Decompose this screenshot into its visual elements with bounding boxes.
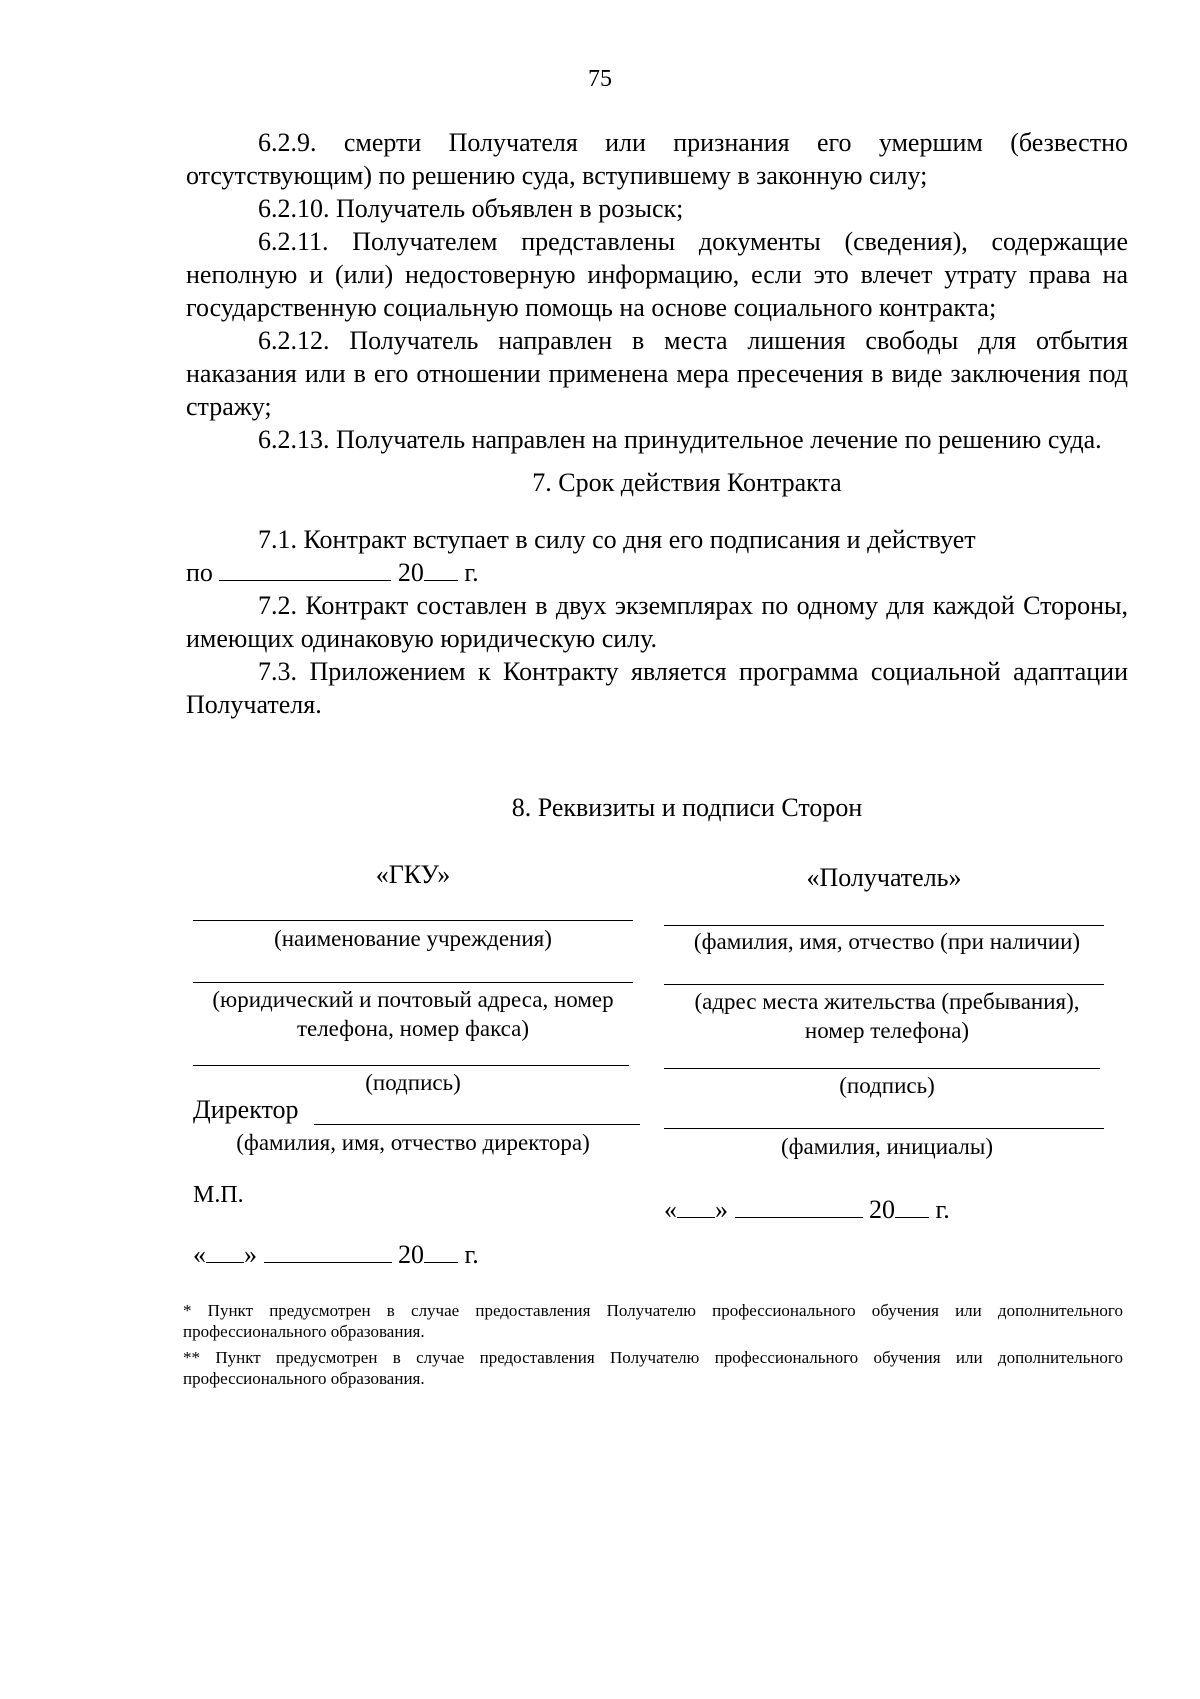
paragraph-7-1-date (186, 556, 1128, 589)
date-gku-20: 20 (398, 1240, 424, 1269)
date-recipient-g: г. (935, 1195, 950, 1224)
paragraph-6-2-10: 6.2.10. Получатель объявлен в розыск; (258, 194, 684, 223)
paragraph-7-1-year: 20 (397, 558, 424, 587)
line-recipient-name (664, 925, 1104, 926)
page-number: 75 (588, 66, 612, 92)
party-gku: «ГКУ» (375, 860, 451, 889)
line-gku-signature (193, 1065, 629, 1066)
paragraph-7-3: 7.3. Приложением к Контракту является программа социальной адаптации Получателя. (186, 657, 1128, 719)
line-director (314, 1124, 640, 1125)
caption-recipient-address: (адрес места жительства (пребывания), номер телефона) (694, 989, 1080, 1043)
line-recipient-initials (664, 1128, 1104, 1129)
date-gku-open: « (193, 1240, 206, 1269)
date-gku-g: г. (464, 1240, 479, 1269)
date-gku (193, 1240, 479, 1270)
date-recipient-close: » (715, 1195, 728, 1224)
paragraph-7-2: 7.2. Контракт составлен в двух экземплярах по одному для каждой Стороны, имеющих одинаковую юридическую силу. (186, 591, 1128, 653)
paragraph-7-1-g: г. (464, 558, 479, 587)
paragraph-6-2-11: 6.2.11. Получателем представлены документы (сведения), содержащие неполную и (или) недостоверную информацию, если это влечет утрату права на государственную социальную помощь на основе социального контракта; (186, 227, 1128, 322)
date-recipient-month-line (735, 1195, 863, 1218)
contract-body (186, 126, 1128, 721)
footnotes (183, 1300, 1123, 1394)
date-gku-close: » (244, 1240, 257, 1269)
date-recipient-20: 20 (869, 1195, 895, 1224)
paragraph-6-2-13: 6.2.13. Получатель направлен на принудительное лечение по решению суда. (258, 425, 1102, 454)
section-8-title: 8. Реквизиты и подписи Сторон (511, 793, 863, 822)
caption-gku-signature: (подпись) (365, 1070, 461, 1095)
date-recipient-year-line (895, 1195, 929, 1218)
line-gku-name (193, 920, 633, 921)
paragraph-7-1-po: по (186, 558, 213, 587)
line-gku-address (193, 982, 633, 983)
paragraph-6-2-12: 6.2.12. Получатель направлен в места лишения свободы для отбытия наказания или в его отношении применена мера пресечения в виде заключения под стражу; (186, 326, 1128, 421)
paragraph-7-1-text: 7.1. Контракт вступает в силу со дня его подписания и действует (258, 525, 976, 554)
caption-recipient-signature: (подпись) (839, 1073, 935, 1098)
date-blank-line (219, 558, 391, 581)
section-7-title: 7. Срок действия Контракта (532, 468, 842, 497)
stamp-mp: М.П. (193, 1182, 244, 1208)
caption-gku-name: (наименование учреждения) (274, 926, 552, 951)
paragraph-6-2-9: 6.2.9. смерти Получателя или признания его умершим (безвестно отсутствующим) по решению суда, вступившему в законную силу; (186, 128, 1128, 190)
party-recipient: «Получатель» (806, 863, 962, 892)
date-gku-day-line (206, 1240, 244, 1263)
paragraph-7-1 (186, 523, 1128, 556)
footnote-1: * Пункт предусмотрен в случае предоставления Получателю профессионального обучения или дополнительного профессионального образования. (183, 1301, 1123, 1341)
date-recipient (664, 1195, 950, 1225)
date-recipient-day-line (677, 1195, 715, 1218)
year-blank-line (424, 558, 458, 581)
footnote-2: ** Пункт предусмотрен в случае предоставления Получателю профессионального обучения или дополнительного профессионального образования. (183, 1348, 1123, 1388)
date-gku-year-line (424, 1240, 458, 1263)
date-recipient-open: « (664, 1195, 677, 1224)
caption-recipient-initials: (фамилия, инициалы) (780, 1134, 994, 1159)
caption-gku-address: (юридический и почтовый адреса, номер телефона, номер факса) (212, 987, 614, 1041)
caption-director: (фамилия, имя, отчество директора) (236, 1130, 590, 1155)
director-label: Директор (193, 1095, 299, 1124)
caption-recipient-name: (фамилия, имя, отчество (при наличии) (693, 929, 1081, 954)
line-recipient-address (664, 984, 1104, 985)
date-gku-month-line (264, 1240, 392, 1263)
line-recipient-signature (664, 1068, 1100, 1069)
